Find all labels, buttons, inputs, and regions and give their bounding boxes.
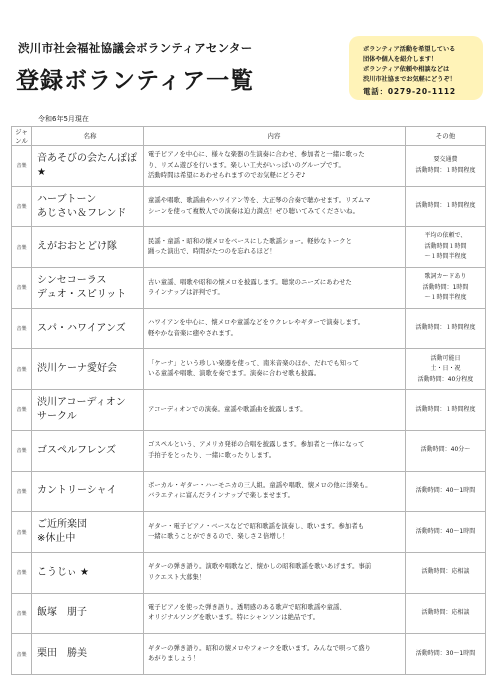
name-cell	[32, 634, 144, 675]
name-text: ゴスペルフレンズ	[37, 444, 117, 456]
notice-line: ボランティア活動を希望している	[363, 46, 456, 53]
content-cell	[144, 512, 406, 553]
table-header-row	[12, 127, 486, 146]
contact-phone: 電話：0279-20-1112	[363, 87, 456, 96]
other-text: 平均の依頼で、 活動時間１時間 ～１時間半程度	[424, 232, 467, 261]
name-text: 栗田 勝美	[37, 648, 87, 660]
content-text: ゴスペルという、アメリカ発祥の合唱を披露します。参加者と一体になって 手拍子をとったり、一緒に歌ったりします。	[148, 441, 365, 459]
header-content: 内容	[144, 127, 406, 146]
name-cell	[32, 552, 144, 593]
name-text: シンセコーラス デュオ・スピリット	[37, 274, 127, 300]
other-cell	[406, 552, 486, 593]
contact-notice	[349, 36, 483, 100]
other-text: 活動時間：１時間程度	[415, 324, 476, 332]
other-cell	[406, 186, 486, 227]
name-text: カントリーシャイ	[37, 485, 117, 497]
content-text: ハワイアンを中心に、懐メロや童謡などをウクレレやギターで演奏します。 軽やかな音楽に癒やされます。	[148, 319, 365, 337]
table-row	[12, 268, 486, 309]
genre-cell: 音楽	[12, 268, 32, 309]
genre-cell: 音楽	[12, 186, 32, 227]
header-name: 名称	[32, 127, 144, 146]
genre-cell: 音楽	[12, 430, 32, 471]
table-row	[12, 512, 486, 553]
table-row	[12, 146, 486, 187]
name-cell	[32, 146, 144, 187]
content-cell	[144, 552, 406, 593]
content-cell	[144, 268, 406, 309]
volunteer-table	[11, 126, 486, 675]
genre-cell: 音楽	[12, 146, 32, 187]
genre-cell: 音楽	[12, 227, 32, 268]
table-row	[12, 430, 486, 471]
table-row	[12, 349, 486, 390]
name-text: スパ・ハワイアンズ	[37, 322, 126, 334]
other-cell	[406, 146, 486, 187]
name-text: えがおおとどけ隊	[37, 241, 117, 253]
other-cell	[406, 634, 486, 675]
name-text: 渋川ケーナ愛好会	[37, 363, 117, 375]
other-text: 活動時間：応相談	[421, 609, 470, 617]
genre-cell: 音楽	[12, 390, 32, 431]
other-text: 活動可能日 土・日・祝 活動時間：40分程度	[417, 354, 474, 383]
content-cell	[144, 471, 406, 512]
header-genre: ジャンル	[12, 127, 32, 146]
content-text: ギター・電子ピアノ・ベースなどで昭和歌謡を演奏し、歌います。参加者も 一緒に歌うことができるので、楽しさ２倍増し！	[148, 522, 365, 541]
content-cell	[144, 349, 406, 390]
content-text: 電子ピアノを使った弾き語り。透明感のある歌声で昭和歌謡や童謡、 オリジナルソングを歌います。特にシャンソンは絶品です。	[148, 604, 346, 622]
name-cell	[32, 308, 144, 349]
genre-cell: 音楽	[12, 634, 32, 675]
content-text: 古い童謡、唱歌や昭和の懐メロを披露します。聴衆のニーズにあわせた ラインナップは評判です。	[148, 278, 352, 296]
other-text: 歌詞カードあり 活動時間：1時間 ～１時間半程度	[422, 273, 469, 302]
table-row	[12, 227, 486, 268]
content-cell	[144, 430, 406, 471]
notice-line: 団体や個人を紹介します！	[363, 56, 438, 63]
name-cell	[32, 430, 144, 471]
content-text: ギターの弾き語り。昭和の懐メロやフォークを歌います。みんなで唄って盛り あがりましょう！	[148, 644, 372, 663]
table-row	[12, 471, 486, 512]
content-cell	[144, 593, 406, 634]
other-cell	[406, 593, 486, 634]
genre-cell: 音楽	[12, 471, 32, 512]
name-text: 渋川アコーディオン サークル	[37, 396, 126, 422]
other-cell	[406, 430, 486, 471]
genre-cell: 音楽	[12, 593, 32, 634]
table-row	[12, 308, 486, 349]
name-text: ご近所楽団 ※休止中	[37, 519, 87, 545]
other-text: 活動時間：40分～	[420, 446, 471, 454]
content-cell	[144, 186, 406, 227]
table-body	[12, 146, 486, 675]
name-text: 飯塚 朋子	[37, 607, 87, 619]
other-cell	[406, 268, 486, 309]
other-cell	[406, 308, 486, 349]
content-text: 民謡・童謡・昭和の懐メロをベースにした歌謡ショー。軽妙なトークと 踊った演出で、時間がたつのを忘れるほど！	[148, 237, 353, 256]
organization-name: 渋川市社会福祉協議会ボランティアセンター	[18, 41, 253, 55]
table-row	[12, 634, 486, 675]
table-row	[12, 390, 486, 431]
genre-cell: 音楽	[12, 512, 32, 553]
content-text: 童謡や唱歌、歌謡曲やハワイアン等を、大正琴の合奏で聴かせます。リズムマ シーンを使って複数人での演奏は迫力満点！ぜひ聴いてみてくださいね。	[148, 197, 371, 215]
other-cell	[406, 390, 486, 431]
name-cell	[32, 512, 144, 553]
name-cell	[32, 471, 144, 512]
name-cell	[32, 349, 144, 390]
content-text: ボーカル・ギター・ハーモニカの三人組。童謡や唱歌、懐メロの他に洋楽も。 バラエティに富んだラインナップで楽しませます。	[148, 481, 372, 500]
content-text: 電子ピアノを中心に、様々な楽器の生演奏に合わせ、参加者と一緒に歌った り、リズム遊びを行います。楽しい工夫がいっぱいのグループです。 活動時間は希望にあわせられますのでお気軽にどうぞ♪	[148, 151, 365, 180]
other-text: 活動時間：１時間程度	[415, 202, 476, 210]
name-cell	[32, 593, 144, 634]
other-cell	[406, 349, 486, 390]
table-row	[12, 593, 486, 634]
content-cell	[144, 390, 406, 431]
genre-cell: 音楽	[12, 552, 32, 593]
as-of-date: 令和6年5月現在	[38, 115, 89, 123]
table-row	[12, 552, 486, 593]
notice-line: ボランティア依頼や相談などは	[363, 66, 450, 73]
other-text: 活動時間：１時間程度	[415, 405, 476, 413]
content-cell	[144, 308, 406, 349]
table-row	[12, 186, 486, 227]
name-cell	[32, 186, 144, 227]
genre-cell: 音楽	[12, 308, 32, 349]
name-text: こうじぃ ★	[37, 566, 89, 578]
name-text: 音あそびの会たんぽぽ ★	[37, 152, 137, 178]
content-text: アコーディオンでの演奏。童謡や歌謡曲を披露します。	[148, 405, 307, 413]
page-title: 登録ボランティア一覧	[16, 68, 255, 94]
other-text: 要交通費 活動時間：１時間程度	[415, 156, 476, 174]
header-other: その他	[406, 127, 486, 146]
other-cell	[406, 512, 486, 553]
name-cell	[32, 268, 144, 309]
content-cell	[144, 634, 406, 675]
genre-cell: 音楽	[12, 349, 32, 390]
other-text: 活動時間：応相談	[421, 568, 470, 576]
content-text: ギターの弾き語り。演歌や唱歌など、懐かしの昭和歌謡を歌いあげます。事前 リクエスト大募集！	[148, 563, 372, 581]
name-text: ハーブトーン あじさい＆フレンド	[37, 193, 127, 219]
name-cell	[32, 390, 144, 431]
name-cell	[32, 227, 144, 268]
content-text: 「ケーナ」という珍しい楽器を使って、南米音楽のほか、だれでも知って いる童謡や唱歌、演歌を奏でます。演奏に合わせ歌も披露。	[148, 359, 359, 378]
other-text: 活動時間：30～1時間	[415, 649, 476, 657]
content-cell	[144, 146, 406, 187]
other-text: 活動時間：40～1時間	[415, 487, 476, 495]
other-cell	[406, 471, 486, 512]
notice-line: 渋川市社協までお気軽にどうぞ！	[363, 76, 456, 83]
other-cell	[406, 227, 486, 268]
content-cell	[144, 227, 406, 268]
other-text: 活動時間：40～1時間	[415, 527, 476, 535]
